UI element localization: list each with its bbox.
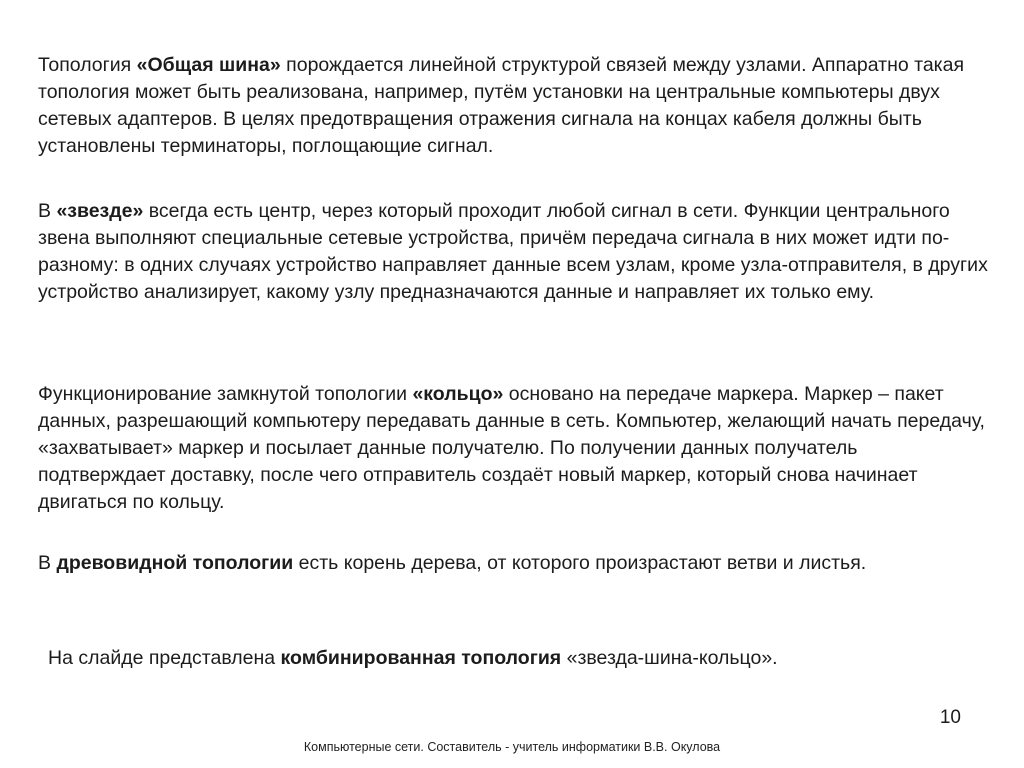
page-number: 10 <box>939 707 961 728</box>
combined-text-post: «звезда-шина-кольцо». <box>561 647 778 669</box>
bus-text-post: порождается линейной структурой связей между узлами. Аппаратно такая топология может быть реализована, например, путём установки на центральные компьютеры двух сетевых адаптеров. В целях предотвращения отражения сигнала на концах кабеля должны быть установлены терминаторы, поглощающие сигнал. <box>38 54 965 157</box>
star-text-post: всегда есть центр, через который проходит любой сигнал в сети. Функции центрального звена выполняют специальные сетевые устройства, причём передача сигнала в них может идти по-разному: в одних случаях устройство направляет данные всем узлам, кроме узла-отправителя, в других устройство анализирует, какому узлу предназначаются данные и направляет их только ему. <box>38 200 988 303</box>
star-topology-paragraph <box>38 198 988 306</box>
ring-topology-paragraph <box>38 381 988 516</box>
ring-term: «кольцо» <box>412 383 504 405</box>
star-text-pre: В <box>38 200 57 222</box>
bus-text-pre: Топология <box>38 54 137 76</box>
combined-text-pre: На слайде представлена <box>48 647 281 669</box>
bus-topology-paragraph <box>38 52 988 160</box>
bus-term: «Общая шина» <box>136 54 281 76</box>
tree-text-pre: В <box>38 552 57 574</box>
combined-term: комбинированная топология <box>280 647 562 669</box>
tree-term: древовидной топологии <box>56 552 294 574</box>
combined-topology-paragraph <box>48 645 988 672</box>
tree-topology-paragraph <box>38 550 988 577</box>
slide-footer: Компьютерные сети. Составитель - учитель информатики В.В. Окулова <box>303 740 721 754</box>
tree-text-post: есть корень дерева, от которого произрастают ветви и листья. <box>293 552 867 574</box>
ring-text-pre: Функционирование замкнутой топологии <box>38 383 413 405</box>
ring-text-post: основано на передаче маркера. Маркер – пакет данных, разрешающий компьютеру передавать данные в сеть. Компьютер, желающий начать передачу, «захватывает» маркер и посылает данные получателю. По получении данных получатель подтверждает доставку, после чего отправитель создаёт новый маркер, который снова начинает двигаться по кольцу. <box>38 383 985 513</box>
star-term: «звезде» <box>56 200 144 222</box>
